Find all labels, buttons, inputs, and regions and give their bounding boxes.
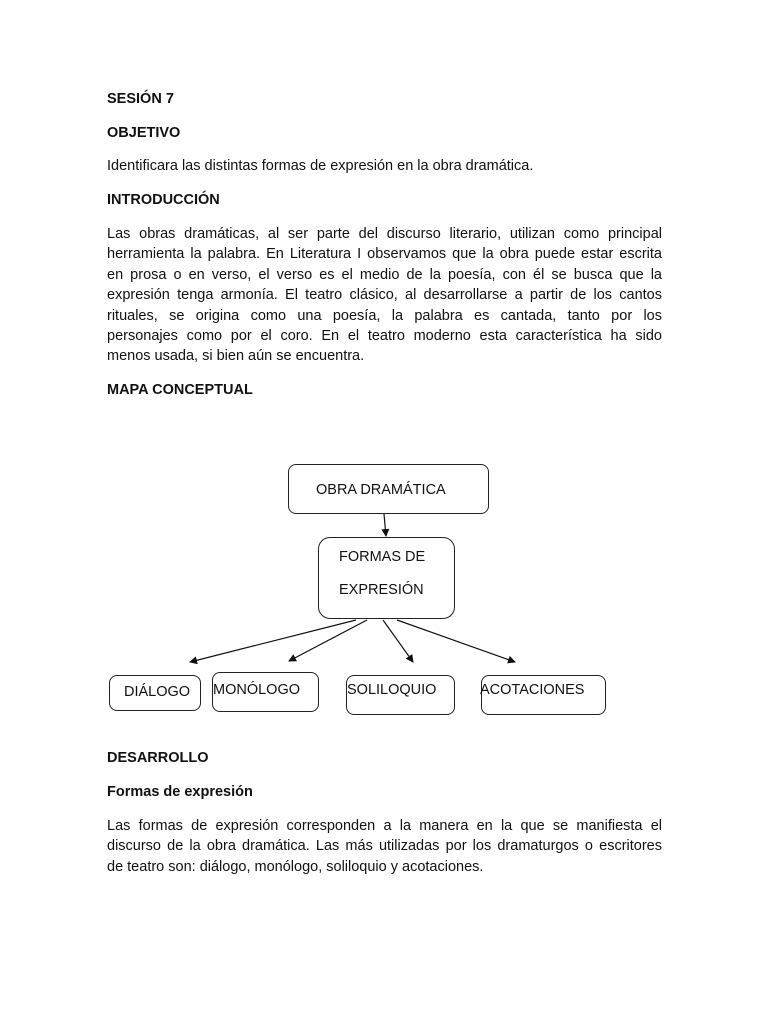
concept-node-label: MONÓLOGO [213,682,301,698]
concept-node-soliloquio [346,675,455,715]
paragraph-line: de teatro son: diálogo, monólogo, soliloquio y acotaciones. [107,858,484,875]
forms-subheading: Formas de expresión [107,784,253,800]
paragraph-line: herramienta la palabra. En Literatura I observamos que la obra puede estar escrita [107,246,662,263]
paragraph-line: rituales, se origina como una poesía, la palabra es cantada, tanto por los [107,307,662,324]
introduction-paragraph [107,224,662,367]
concept-node-label: DIÁLOGO [124,684,191,700]
paragraph-line: discurso de la obra dramática. Las más utilizadas por los dramaturgos o escritores [107,838,662,855]
objective-text: Identificara las distintas formas de expresión en la obra dramática. [107,158,534,174]
paragraph-line: Las obras dramáticas, al ser parte del discurso literario, utilizan como principal [107,226,662,242]
concept-map-heading: MAPA CONCEPTUAL [107,382,253,398]
concept-node-formas-de-expresion [318,537,455,619]
concept-node-dialogo [109,675,201,711]
concept-node-monologo [212,672,319,712]
connector-to-acotaciones [397,620,515,662]
concept-node-label: OBRA DRAMÁTICA [316,482,446,498]
paragraph-line: menos usada, si bien aún se encuentra. [107,348,365,365]
connector-to-monologo [289,620,367,661]
paragraph-line: expresión tenga armonía. El teatro clásico, al desarrollarse a partir de los cantos [107,287,662,304]
connector-to-dialogo [190,620,356,662]
concept-node-acotaciones [481,675,606,715]
paragraph-line: personajes como por el coro. En el teatro moderno esta característica ha sido [107,328,662,345]
paragraph-line: Las formas de expresión corresponden a la manera en la que se manifiesta el [107,818,662,834]
development-paragraph [107,816,662,877]
concept-node-label: ACOTACIONES [480,682,585,698]
development-heading: DESARROLLO [107,750,209,766]
connector-to-soliloquio [383,620,413,662]
concept-node-label: FORMAS DE [339,549,426,565]
paragraph-line: en prosa o en verso, el verso es el medio de la poesía, con él se busca que la [107,266,662,283]
objective-heading: OBJETIVO [107,125,181,141]
introduction-heading: INTRODUCCIÓN [107,192,220,208]
session-title: SESIÓN 7 [107,91,174,107]
concept-node-label: EXPRESIÓN [339,582,424,598]
connector-root-to-formas [384,514,386,536]
concept-node-label: SOLILOQUIO [347,682,437,698]
concept-node-obra-dramatica [288,464,489,514]
